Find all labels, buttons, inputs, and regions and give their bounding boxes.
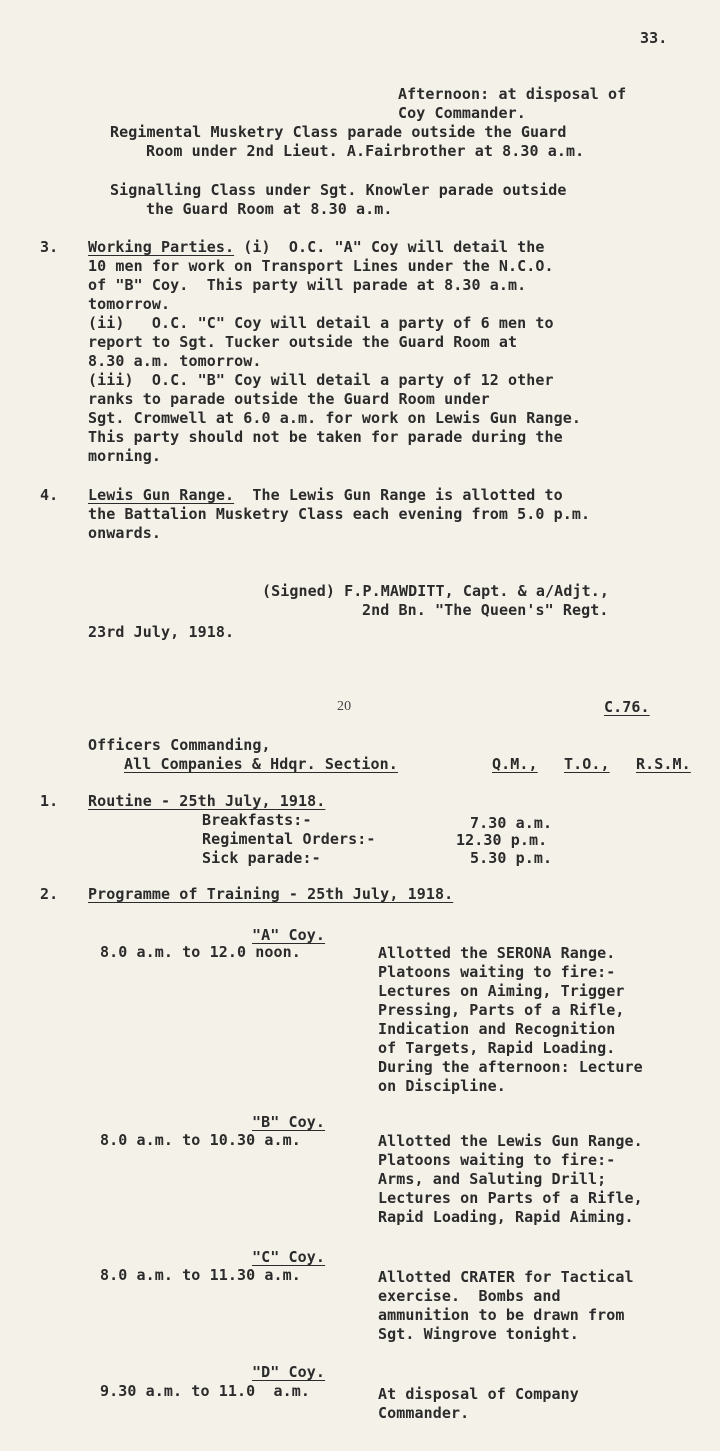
item-4-number: 4.: [40, 486, 59, 504]
address-rsm: R.S.M.: [636, 755, 691, 773]
address-qm: Q.M.,: [492, 755, 538, 773]
afternoon-line-2: Coy Commander.: [398, 104, 526, 122]
coy-detail-line: Pressing, Parts of a Rifle,: [378, 1001, 625, 1019]
item-3-line-1-rest: (i) O.C. "A" Coy will detail the: [234, 238, 545, 256]
routine-heading: Routine - 25th July, 1918.: [88, 792, 326, 810]
coy-detail-line: Arms, and Saluting Drill;: [378, 1170, 607, 1188]
coy-heading: "D" Coy.: [252, 1363, 326, 1381]
item-3-number: 3.: [40, 238, 59, 256]
coy-detail-line: Platoons waiting to fire:-: [378, 1151, 616, 1169]
routine-label: Breakfasts:-: [202, 811, 312, 829]
item-3-line: Sgt. Cromwell at 6.0 a.m. for work on Lewis Gun Range.: [88, 409, 582, 427]
signature-date: 23rd July, 1918.: [88, 623, 235, 641]
item-3-line: This party should not be taken for parade during the: [88, 428, 563, 446]
coy-time: 9.30 a.m. to 11.0 a.m.: [100, 1382, 311, 1400]
coy-detail-line: of Targets, Rapid Loading.: [378, 1039, 616, 1057]
address-line-1: Officers Commanding,: [88, 736, 271, 754]
routine-time: 7.30 a.m.: [470, 814, 553, 832]
routine-number: 1.: [40, 792, 59, 810]
coy-detail-line: Allotted CRATER for Tactical: [378, 1268, 634, 1286]
item-3-line: 8.30 a.m. tomorrow.: [88, 352, 262, 370]
coy-detail-line: Sgt. Wingrove tonight.: [378, 1325, 579, 1343]
afternoon-line-1: Afternoon: at disposal of: [398, 85, 627, 103]
item-3-line: 10 men for work on Transport Lines under the N.C.O.: [88, 257, 554, 275]
coy-detail-line: Indication and Recognition: [378, 1020, 616, 1038]
item-4-line-1: [88, 485, 563, 505]
item-3-line-1: [88, 237, 545, 257]
musketry-line-1: Regimental Musketry Class parade outside the Guard: [110, 123, 567, 141]
coy-detail-line: Lectures on Aiming, Trigger: [378, 982, 625, 1000]
page-number: 33.: [640, 29, 668, 47]
item-3-heading: Working Parties.: [88, 238, 235, 256]
item-4-heading: Lewis Gun Range.: [88, 486, 235, 504]
item-4-line-1-rest: The Lewis Gun Range is allotted to: [234, 486, 563, 504]
coy-heading: "C" Coy.: [252, 1248, 326, 1266]
coy-heading: "B" Coy.: [252, 1113, 326, 1131]
coy-detail-line: Lectures on Parts of a Rifle,: [378, 1189, 643, 1207]
item-3-line: (ii) O.C. "C" Coy will detail a party of 6 men to: [88, 314, 554, 332]
signature-line-1: (Signed) F.P.MAWDITT, Capt. & a/Adjt.,: [262, 582, 609, 600]
signalling-line-2: the Guard Room at 8.30 a.m.: [146, 200, 393, 218]
coy-detail-line: ammunition to be drawn from: [378, 1306, 625, 1324]
sheet-number: 20: [337, 699, 352, 714]
item-4-line: the Battalion Musketry Class each evening from 5.0 p.m.: [88, 505, 591, 523]
coy-detail-line: Allotted the SERONA Range.: [378, 944, 616, 962]
item-3-line: tomorrow.: [88, 295, 171, 313]
coy-detail-line: on Discipline.: [378, 1077, 506, 1095]
routine-time: 12.30 p.m.: [456, 831, 548, 849]
item-4-line: onwards.: [88, 524, 162, 542]
item-3-line: ranks to parade outside the Guard Room under: [88, 390, 490, 408]
address-all-companies: All Companies & Hdqr. Section.: [124, 755, 398, 773]
coy-heading: "A" Coy.: [252, 926, 326, 944]
programme-heading: Programme of Training - 25th July, 1918.: [88, 885, 454, 903]
address-to: T.O.,: [564, 755, 610, 773]
signalling-line-1: Signalling Class under Sgt. Knowler parade outside: [110, 181, 567, 199]
coy-detail-line: Allotted the Lewis Gun Range.: [378, 1132, 643, 1150]
routine-time: 5.30 p.m.: [470, 849, 553, 867]
item-3-line: report to Sgt. Tucker outside the Guard Room at: [88, 333, 518, 351]
coy-time: 8.0 a.m. to 10.30 a.m.: [100, 1131, 301, 1149]
item-3-line: of "B" Coy. This party will parade at 8.30 a.m.: [88, 276, 527, 294]
coy-time: 8.0 a.m. to 11.30 a.m.: [100, 1266, 301, 1284]
coy-detail-line: Commander.: [378, 1404, 470, 1422]
item-3-line: (iii) O.C. "B" Coy will detail a party of 12 other: [88, 371, 554, 389]
signature-line-2: 2nd Bn. "The Queen's" Regt.: [362, 601, 609, 619]
coy-detail-line: At disposal of Company: [378, 1385, 579, 1403]
coy-detail-line: exercise. Bombs and: [378, 1287, 561, 1305]
routine-label: Sick parade:-: [202, 849, 321, 867]
coy-detail-line: Platoons waiting to fire:-: [378, 963, 616, 981]
order-reference: C.76.: [604, 698, 650, 716]
routine-label: Regimental Orders:-: [202, 830, 376, 848]
coy-detail-line: Rapid Loading, Rapid Aiming.: [378, 1208, 634, 1226]
item-3-line: morning.: [88, 447, 162, 465]
musketry-line-2: Room under 2nd Lieut. A.Fairbrother at 8.30 a.m.: [146, 142, 585, 160]
coy-time: 8.0 a.m. to 12.0 noon.: [100, 943, 301, 961]
programme-number: 2.: [40, 885, 59, 903]
coy-detail-line: During the afternoon: Lecture: [378, 1058, 643, 1076]
